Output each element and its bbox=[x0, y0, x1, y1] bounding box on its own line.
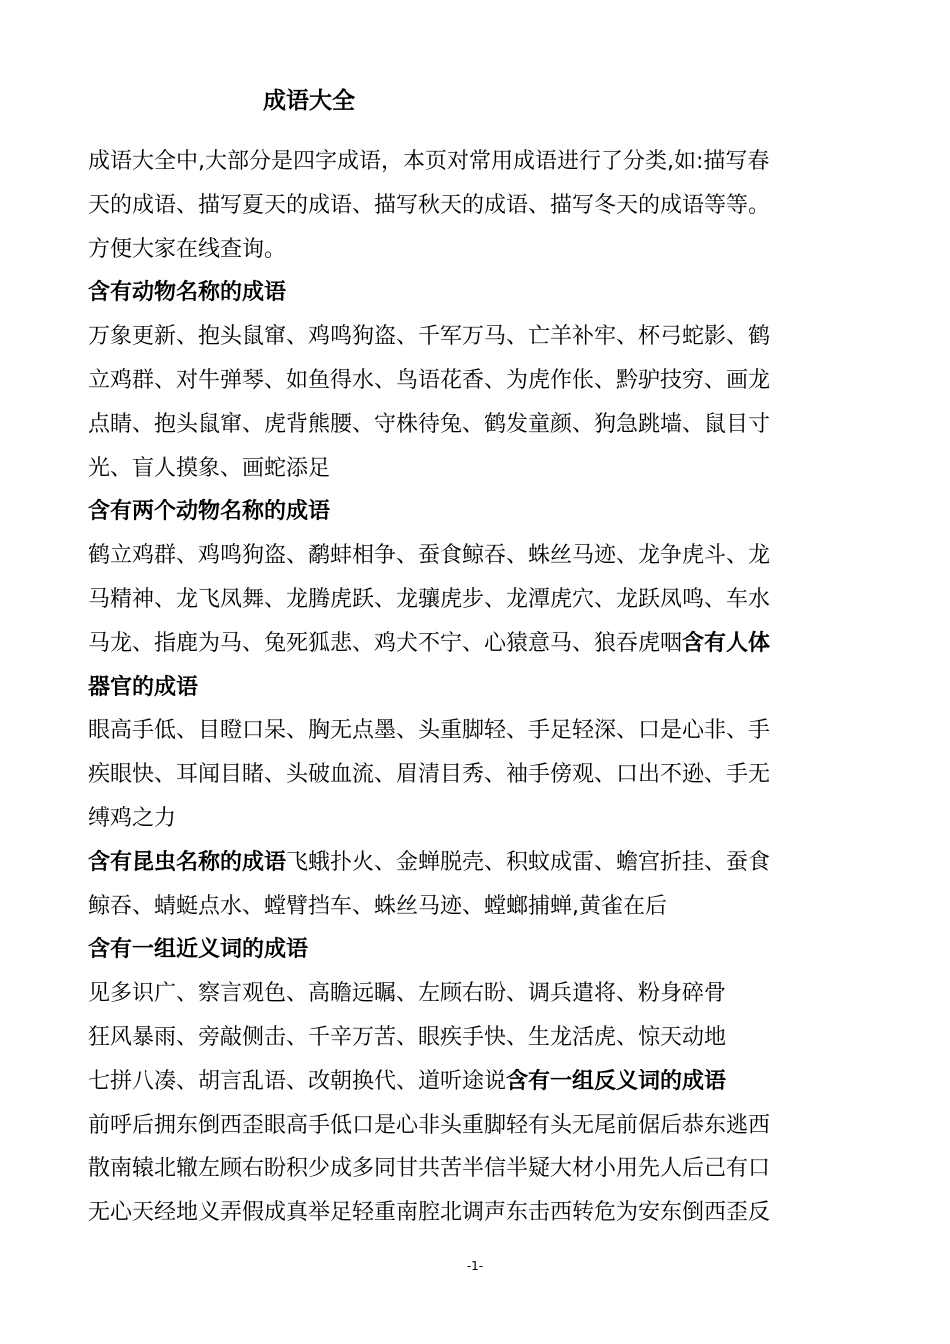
idiom-text: 七拼八凑、胡言乱语、改朝换代、道听途说 bbox=[88, 1068, 507, 1094]
text-line bbox=[88, 841, 868, 885]
idiom-text: 缚鸡之力 bbox=[88, 805, 177, 831]
idiom-text: 鹤立鸡群、鸡鸣狗盗、鹬蚌相争、蚕食鲸吞、蛛丝马迹、龙争虎斗、龙 bbox=[88, 543, 771, 569]
idiom-text: 方便大家在线查询。 bbox=[88, 236, 287, 262]
text-line bbox=[88, 359, 868, 403]
text-line bbox=[88, 1191, 868, 1235]
text-line bbox=[88, 228, 868, 272]
idiom-text: 见多识广、察言观色、高瞻远瞩、左顾右盼、调兵遣将、粉身碎骨 bbox=[88, 981, 727, 1007]
text-line bbox=[88, 797, 868, 841]
idiom-text: 狂风暴雨、旁敲侧击、千辛万苦、眼疾手快、生龙活虎、惊天动地 bbox=[88, 1024, 727, 1050]
text-line bbox=[88, 1147, 868, 1191]
idiom-text: 光、盲人摸象、画蛇添足 bbox=[88, 455, 331, 481]
text-line bbox=[88, 885, 868, 929]
page-number: -1- bbox=[466, 1259, 484, 1273]
section-heading: 含有一组近义词的成语 bbox=[88, 937, 309, 963]
idiom-text: 天的成语、描写夏天的成语、描写秋天的成语、描写冬天的成语等等。 bbox=[88, 192, 771, 218]
idiom-text: 立鸡群、对牛弹琴、如鱼得水、鸟语花香、为虎作伥、黔驴技穷、画龙 bbox=[88, 367, 771, 393]
text-line bbox=[88, 490, 868, 534]
text-line bbox=[88, 622, 868, 666]
text-line bbox=[88, 753, 868, 797]
text-line bbox=[88, 666, 868, 710]
section-heading: 含有昆虫名称的成语 bbox=[88, 849, 287, 875]
section-heading: 含有动物名称的成语 bbox=[88, 280, 287, 306]
text-line bbox=[88, 315, 868, 359]
text-line bbox=[88, 184, 868, 228]
idiom-text: 无心天经地义弄假成真举足轻重南腔北调声东击西转危为安东倒西歪反 bbox=[88, 1200, 771, 1226]
text-line bbox=[88, 447, 868, 491]
section-heading: 含有人体 bbox=[682, 630, 771, 656]
idiom-text: 疾眼快、耳闻目睹、头破血流、眉清目秀、袖手傍观、口出不逊、手无 bbox=[88, 762, 771, 788]
idiom-text: 万象更新、抱头鼠窜、鸡鸣狗盗、千军万马、亡羊补牢、杯弓蛇影、鹤 bbox=[88, 324, 771, 350]
idiom-text: 前呼后拥东倒西歪眼高手低口是心非头重脚轻有头无尾前倨后恭东逃西 bbox=[88, 1112, 771, 1138]
text-line bbox=[88, 1016, 868, 1060]
text-line bbox=[88, 1060, 868, 1104]
text-line bbox=[88, 928, 868, 972]
section-heading: 含有一组反义词的成语 bbox=[506, 1068, 727, 1094]
idiom-text: 成语大全中,大部分是四字成语，本页对常用成语进行了分类,如:描写春 bbox=[88, 149, 770, 174]
text-line bbox=[88, 709, 868, 753]
section-heading: 含有两个动物名称的成语 bbox=[88, 499, 331, 525]
text-line bbox=[88, 403, 868, 447]
idiom-text: 马精神、龙飞凤舞、龙腾虎跃、龙骧虎步、龙潭虎穴、龙跃凤鸣、车水 bbox=[88, 586, 771, 612]
idiom-text: 点睛、抱头鼠窜、虎背熊腰、守株待兔、鹤发童颜、狗急跳墙、鼠目寸 bbox=[88, 411, 771, 437]
text-line bbox=[88, 534, 868, 578]
idiom-text: 马龙、指鹿为马、兔死狐悲、鸡犬不宁、心猿意马、狼吞虎咽 bbox=[88, 630, 683, 656]
idiom-text: 飞蛾扑火、金蝉脱壳、积蚊成雷、蟾宫折挂、蚕食 bbox=[286, 849, 771, 875]
text-line bbox=[88, 578, 868, 622]
text-line bbox=[88, 972, 868, 1016]
text-line bbox=[88, 140, 868, 184]
idiom-text: 鲸吞、蜻蜓点水、螳臂挡车、蛛丝马迹、螳螂捕蝉,黄雀在后 bbox=[88, 893, 667, 919]
document-body bbox=[88, 140, 868, 1235]
idiom-text: 散南辕北辙左顾右盼积少成多同甘共苦半信半疑大材小用先人后己有口 bbox=[88, 1156, 771, 1182]
document-title: 成语大全 bbox=[263, 88, 355, 114]
text-line bbox=[88, 1104, 868, 1148]
section-heading: 器官的成语 bbox=[88, 674, 199, 700]
idiom-text: 眼高手低、目瞪口呆、胸无点墨、头重脚轻、手足轻深、口是心非、手 bbox=[88, 718, 771, 744]
text-line bbox=[88, 271, 868, 315]
